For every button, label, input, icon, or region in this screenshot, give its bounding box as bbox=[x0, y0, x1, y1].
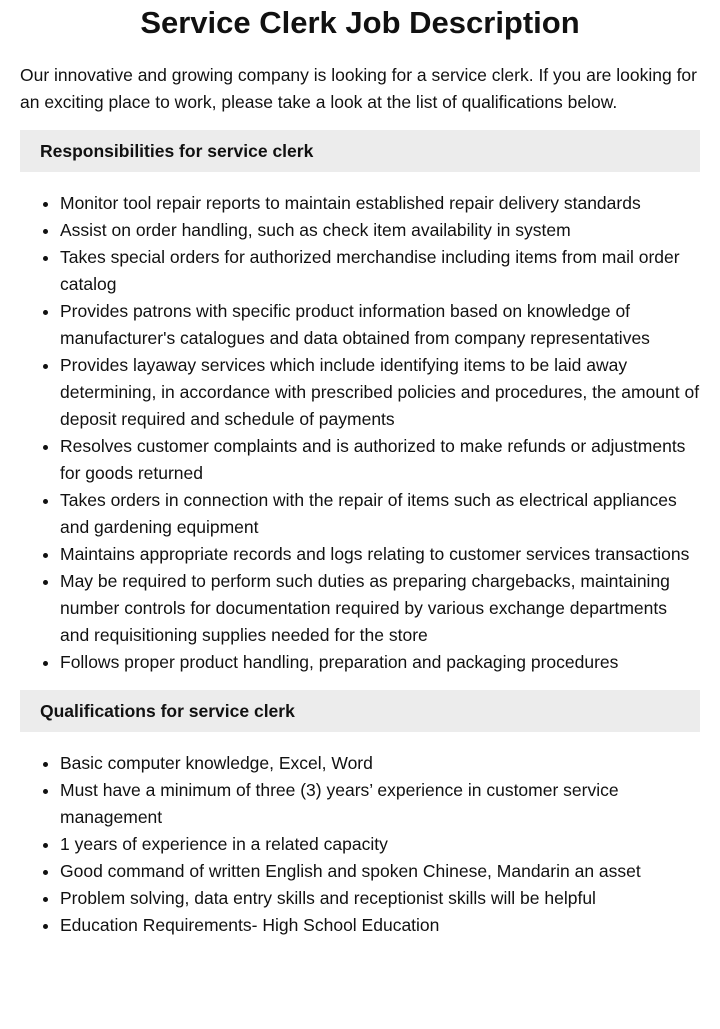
list-item: • Takes special orders for authorized merchandise including items from mail order catalog bbox=[60, 244, 700, 298]
qualifications-heading: Qualifications for service clerk bbox=[20, 690, 700, 732]
list-item: • Education Requirements- High School Education bbox=[60, 912, 700, 939]
list-item: • 1 years of experience in a related capacity bbox=[60, 831, 700, 858]
list-item: • Provides patrons with specific product information based on knowledge of manufacturer's catalogues and data obtained from company representatives bbox=[60, 298, 700, 352]
qualifications-list bbox=[20, 750, 700, 939]
list-item: • Provides layaway services which include identifying items to be laid away determining, in accordance with prescribed policies and procedures, the amount of deposit required and schedule of payments bbox=[60, 352, 700, 433]
list-item: • Must have a minimum of three (3) years’ experience in customer service management bbox=[60, 777, 700, 831]
list-item: • Good command of written English and spoken Chinese, Mandarin an asset bbox=[60, 858, 700, 885]
list-item: • Monitor tool repair reports to maintain established repair delivery standards bbox=[60, 190, 700, 217]
list-item: • Takes orders in connection with the repair of items such as electrical appliances and gardening equipment bbox=[60, 487, 700, 541]
list-item: • Resolves customer complaints and is authorized to make refunds or adjustments for goods returned bbox=[60, 433, 700, 487]
list-item: • Problem solving, data entry skills and receptionist skills will be helpful bbox=[60, 885, 700, 912]
list-item: • Basic computer knowledge, Excel, Word bbox=[60, 750, 700, 777]
list-item: • Assist on order handling, such as check item availability in system bbox=[60, 217, 700, 244]
page-title: Service Clerk Job Description bbox=[140, 5, 580, 40]
list-item: • Follows proper product handling, preparation and packaging procedures bbox=[60, 649, 700, 676]
intro-text: Our innovative and growing company is looking for a service clerk. If you are looking for an exciting place to work, please take a look at the list of qualifications below. bbox=[20, 65, 697, 112]
responsibilities-heading: Responsibilities for service clerk bbox=[20, 130, 700, 172]
list-item: • Maintains appropriate records and logs relating to customer services transactions bbox=[60, 541, 700, 568]
responsibilities-list bbox=[20, 190, 700, 676]
list-item: • May be required to perform such duties as preparing chargebacks, maintaining number controls for documentation required by various exchange departments and requisitioning supplies needed for the store bbox=[60, 568, 700, 649]
